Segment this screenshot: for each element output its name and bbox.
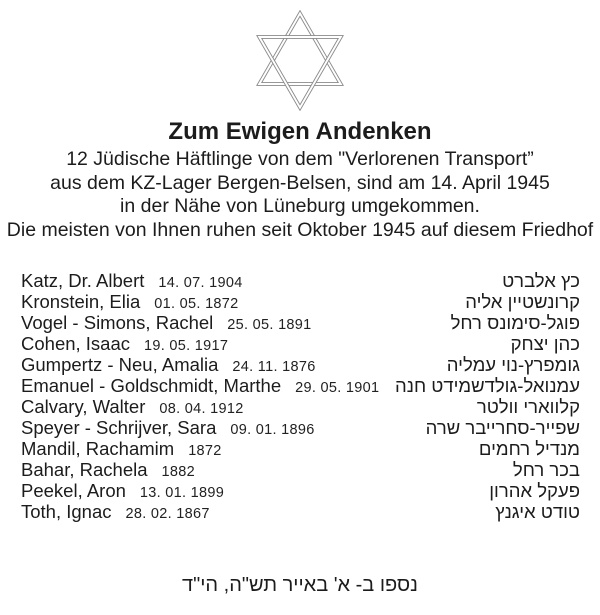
victim-name: Peekel, Aron — [21, 480, 126, 501]
victim-row — [21, 291, 580, 312]
victim-hebrew-name: פוגל-סימונס רחל — [450, 312, 580, 333]
victim-row — [21, 438, 580, 459]
victim-birthdate: 13. 01. 1899 — [139, 485, 225, 501]
victim-name: Bahar, Rachela — [21, 459, 148, 480]
victim-birthdate: 14. 07. 1904 — [158, 275, 243, 291]
victim-hebrew-name: כהן יצחק — [510, 333, 580, 354]
victim-birthdate: 19. 05. 1917 — [144, 338, 229, 354]
victim-row — [21, 333, 580, 354]
victim-row — [21, 312, 580, 333]
victim-birthdate: 28. 02. 1867 — [125, 506, 210, 522]
victim-name: Gumpertz - Neu, Amalia — [21, 354, 219, 375]
victim-name: Speyer - Schrijver, Sara — [21, 417, 217, 438]
victim-birthdate: 09. 01. 1896 — [230, 422, 315, 438]
victim-name: Cohen, Isaac — [21, 333, 131, 354]
victim-name: Calvary, Walter — [21, 396, 146, 417]
victim-name: Mandil, Rachamim — [21, 438, 175, 459]
victim-birthdate: 25. 05. 1891 — [227, 317, 312, 333]
victim-birthdate: 01. 05. 1872 — [154, 296, 239, 312]
star-triangle-down-outline — [259, 37, 340, 108]
victim-row — [21, 270, 580, 291]
victim-name: Toth, Ignac — [21, 501, 112, 522]
victim-name: Katz, Dr. Albert — [21, 270, 145, 291]
intro-line: aus dem KZ-Lager Bergen-Belsen, sind am 14. April 1945 — [50, 171, 550, 194]
victim-row — [21, 459, 580, 480]
intro-line: 12 Jüdische Häftlinge von dem "Verlorenen Transport” — [66, 148, 534, 170]
victim-birthdate: 1872 — [188, 443, 222, 459]
victim-hebrew-name: כץ אלברט — [502, 270, 580, 291]
star-of-david-icon — [0, 0, 600, 111]
victim-row — [21, 396, 580, 417]
victim-birthdate: 24. 11. 1876 — [232, 359, 316, 375]
victim-row — [21, 501, 580, 522]
star-triangle-up-inner — [259, 13, 340, 84]
star-triangle-up-outline — [259, 13, 340, 84]
victim-row — [21, 417, 580, 438]
victim-name: Kronstein, Elia — [21, 291, 141, 312]
intro-line: in der Nähe von Lüneburg umgekommen. — [120, 195, 480, 217]
victim-hebrew-name: קרונשטיין אליה — [465, 291, 580, 312]
victim-row — [21, 375, 580, 396]
star-triangle-down-inner — [259, 37, 340, 108]
victim-hebrew-name: עמנואל-גולדשמידט חנה — [395, 375, 580, 396]
victim-hebrew-name: שפייר-סחרייבר שרה — [425, 417, 580, 438]
victim-birthdate: 08. 04. 1912 — [159, 401, 244, 417]
victim-hebrew-name: קלווארי וולטר — [476, 396, 580, 417]
victim-hebrew-name: פעקל אהרון — [489, 480, 580, 501]
victim-birthdate: 1882 — [161, 464, 195, 480]
intro-paragraph — [0, 148, 600, 242]
victim-hebrew-name: בכר רחל — [512, 459, 580, 480]
victim-birthdate: 29. 05. 1901 — [295, 380, 380, 396]
victim-row — [21, 480, 580, 501]
victim-name: Emanuel - Goldschmidt, Marthe — [21, 375, 282, 396]
victims-list — [21, 270, 580, 522]
victim-hebrew-name: טודט איגנץ — [495, 501, 580, 522]
victim-hebrew-name: גומפרץ-נוי עמליה — [446, 354, 580, 375]
intro-line: Die meisten von Ihnen ruhen seit Oktober 1945 auf diesem Friedhof — [6, 218, 594, 241]
memorial-date-hebrew: נספו ב- א' באייר תש"ה, הי"ד — [182, 574, 418, 596]
victim-name: Vogel - Simons, Rachel — [21, 312, 214, 333]
victim-row — [21, 354, 580, 375]
page-title: Zum Ewigen Andenken — [168, 118, 432, 145]
victim-hebrew-name: מנדיל רחמים — [478, 438, 580, 459]
